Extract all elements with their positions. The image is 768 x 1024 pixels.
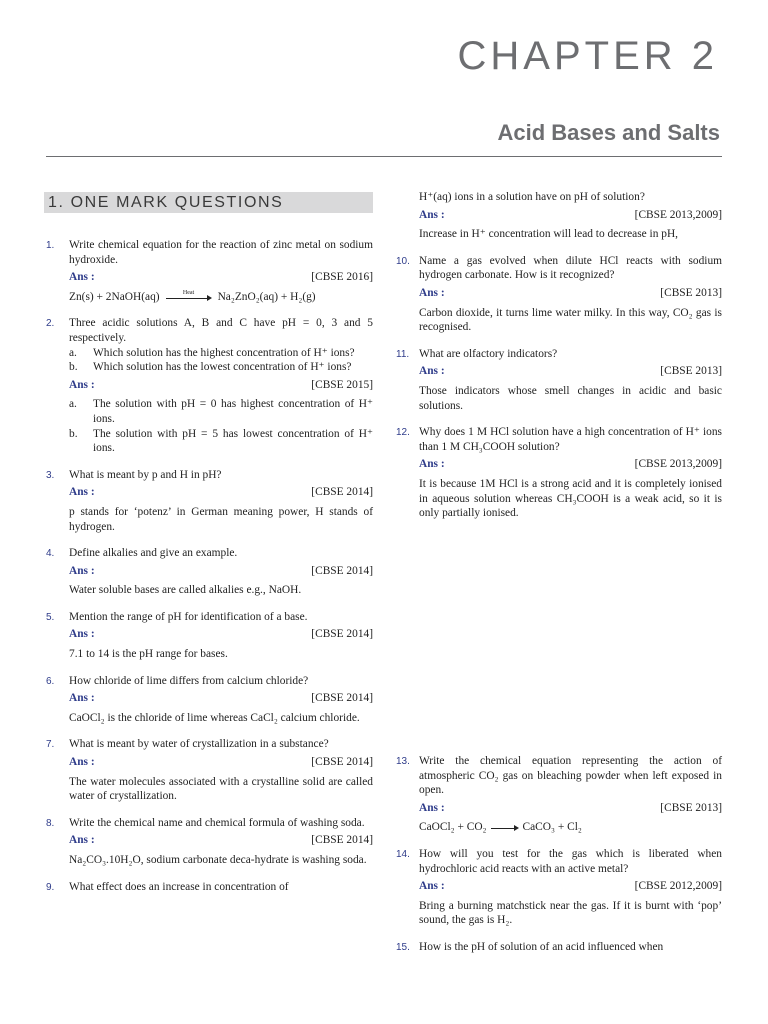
exam-reference: [CBSE 2016] bbox=[311, 271, 373, 284]
exam-reference: [CBSE 2014] bbox=[311, 564, 373, 577]
section-title: 1. ONE MARK QUESTIONS bbox=[48, 194, 284, 211]
exam-reference: [CBSE 2014] bbox=[311, 628, 373, 641]
answer-header bbox=[69, 485, 373, 500]
question-number: 11. bbox=[396, 348, 410, 360]
answer-label: Ans : bbox=[419, 365, 445, 378]
question-text: Name a gas evolved when dilute HCl reacts with sodium hydrogen carbonate. How is it recognized? bbox=[419, 254, 722, 282]
reaction-arrow-icon bbox=[166, 290, 212, 304]
answer-text: Bring a burning matchstick near the gas. If it is burnt with ‘pop’ sound, the gas is H₂. bbox=[419, 899, 722, 927]
chapter-subtitle: Acid Bases and Salts bbox=[497, 120, 720, 145]
question-10 bbox=[396, 254, 722, 335]
question-text: Write the chemical equation representing the action of atmospheric CO₂ gas on bleaching powder when left exposed in open. bbox=[419, 755, 722, 797]
chemical-equation bbox=[69, 290, 373, 305]
answer-header bbox=[69, 833, 373, 848]
sub-question-a bbox=[69, 346, 373, 361]
question-number: 15. bbox=[396, 941, 410, 953]
answer-text: p stands for ‘potenz’ in German meaning power, H stands of hydrogen. bbox=[69, 505, 373, 533]
exam-reference: [CBSE 2013,2009] bbox=[634, 458, 722, 471]
question-15 bbox=[396, 940, 722, 955]
answer-header bbox=[419, 208, 722, 223]
exam-reference: [CBSE 2013,2009] bbox=[634, 208, 722, 221]
question-3 bbox=[44, 468, 373, 534]
question-number: 7. bbox=[46, 739, 55, 751]
answer-text: Water soluble bases are called alkalies e.g., NaOH. bbox=[69, 584, 302, 597]
exam-reference: [CBSE 2015] bbox=[311, 378, 373, 391]
equation-reactants: Zn(s) + 2NaOH(aq) bbox=[69, 290, 160, 303]
question-text: Three acidic solutions A, B and C have pH = 0, 3 and 5 respectively. bbox=[69, 317, 373, 344]
question-number: 9. bbox=[46, 881, 55, 893]
right-column-top bbox=[396, 190, 722, 533]
question-5 bbox=[44, 610, 373, 662]
question-6 bbox=[44, 674, 373, 726]
answer-header bbox=[419, 457, 722, 472]
question-14 bbox=[396, 847, 722, 928]
equation-reactants: CaOCl₂ + CO₂ bbox=[419, 821, 487, 834]
question-9-continued bbox=[396, 190, 722, 242]
answer-header bbox=[419, 364, 722, 379]
answer-text: Those indicators whose smell changes in acidic and basic solutions. bbox=[419, 384, 722, 412]
exam-reference: [CBSE 2013] bbox=[660, 286, 722, 299]
answer-text: Na₂CO₃.10H₂O, sodium carbonate deca-hydrate is washing soda. bbox=[69, 854, 367, 866]
answer-label: Ans : bbox=[69, 564, 95, 577]
answer-header bbox=[419, 286, 722, 301]
question-number: 10. bbox=[396, 255, 410, 267]
right-column-bottom bbox=[396, 754, 722, 967]
question-text: Write the chemical name and chemical formula of washing soda. bbox=[69, 816, 365, 829]
sub-text: The solution with pH = 0 has highest concentration of H⁺ ions. bbox=[93, 398, 373, 425]
question-text: Why does 1 M HCl solution have a high concentration of H⁺ ions than 1 M CH₃COOH solution? bbox=[419, 426, 722, 453]
question-text: What are olfactory indicators? bbox=[419, 347, 558, 360]
question-text: Define alkalies and give an example. bbox=[69, 547, 238, 560]
answer-header bbox=[69, 755, 373, 770]
answer-header bbox=[69, 627, 373, 642]
question-8 bbox=[44, 816, 373, 868]
question-number: 6. bbox=[46, 675, 55, 687]
question-text: Write chemical equation for the reaction of zinc metal on sodium hydroxide. bbox=[69, 239, 373, 266]
answer-b bbox=[69, 427, 373, 456]
answer-label: Ans : bbox=[69, 628, 95, 641]
answer-label: Ans : bbox=[69, 378, 95, 391]
question-number: 5. bbox=[46, 611, 55, 623]
equation-products: CaCO₃ + Cl₂ bbox=[522, 821, 582, 834]
answer-text: 7.1 to 14 is the pH range for bases. bbox=[69, 648, 228, 661]
question-number: 8. bbox=[46, 817, 55, 829]
sub-text: Which solution has the lowest concentration of H⁺ ions? bbox=[93, 361, 352, 374]
sub-question-b bbox=[69, 360, 373, 375]
answer-label: Ans : bbox=[69, 692, 95, 705]
question-11 bbox=[396, 347, 722, 413]
sub-text: The solution with pH = 5 has lowest concentration of H⁺ ions. bbox=[93, 427, 373, 455]
exam-reference: [CBSE 2014] bbox=[311, 756, 373, 769]
question-text: How is the pH of solution of an acid influenced when bbox=[419, 940, 664, 953]
answer-label: Ans : bbox=[419, 880, 445, 893]
question-number: 3. bbox=[46, 469, 55, 481]
question-7 bbox=[44, 737, 373, 803]
answer-header bbox=[419, 801, 722, 816]
exam-reference: [CBSE 2013] bbox=[660, 801, 722, 814]
sub-marker: a. bbox=[69, 398, 77, 411]
question-number: 13. bbox=[396, 756, 410, 767]
exam-reference: [CBSE 2014] bbox=[311, 486, 373, 499]
question-number: 1. bbox=[46, 240, 55, 251]
question-number: 2. bbox=[46, 318, 55, 330]
question-13 bbox=[396, 754, 722, 835]
question-text: How chloride of lime differs from calcium chloride? bbox=[69, 674, 309, 687]
answer-text: The water molecules associated with a crystalline solid are called water of crystallization. bbox=[69, 775, 373, 803]
sub-marker: b. bbox=[69, 361, 78, 374]
question-9 bbox=[44, 880, 373, 895]
question-12 bbox=[396, 425, 722, 521]
answer-header bbox=[69, 691, 373, 706]
answer-label: Ans : bbox=[419, 801, 445, 814]
left-column bbox=[44, 238, 373, 906]
exam-reference: [CBSE 2014] bbox=[311, 834, 373, 847]
equation-products: Na₂ZnO₂(aq) + H₂(g) bbox=[217, 290, 316, 303]
question-text: H⁺(aq) ions in a solution have on pH of solution? bbox=[419, 191, 645, 203]
answer-text: CaOCl₂ is the chloride of lime whereas CaCl₂ calcium chloride. bbox=[69, 711, 360, 724]
question-1 bbox=[44, 238, 373, 304]
question-4 bbox=[44, 546, 373, 598]
exam-reference: [CBSE 2014] bbox=[311, 692, 373, 705]
answer-label: Ans : bbox=[419, 458, 445, 471]
question-text: Mention the range of pH for identification of a base. bbox=[69, 610, 308, 623]
answer-label: Ans : bbox=[69, 271, 95, 284]
answer-text: It is because 1M HCl is a strong acid and it is completely ionised in aqueous solution whereas CH₃COOH is a weak acid, so it is only partially ionised. bbox=[419, 477, 722, 520]
sub-marker: b. bbox=[69, 427, 78, 440]
answer-header bbox=[419, 879, 722, 894]
answer-header bbox=[69, 378, 373, 393]
answer-label: Ans : bbox=[69, 486, 95, 499]
sub-text: Which solution has the highest concentration of H⁺ ions? bbox=[93, 346, 355, 359]
answer-label: Ans : bbox=[419, 208, 445, 221]
header-rule bbox=[46, 156, 722, 157]
answer-text: Increase in H⁺ concentration will lead to decrease in pH, bbox=[419, 228, 679, 241]
question-number: 12. bbox=[396, 427, 410, 439]
chapter-title: CHAPTER 2 bbox=[457, 34, 718, 78]
sub-marker: a. bbox=[69, 346, 77, 359]
question-text: What effect does an increase in concentration of bbox=[69, 880, 289, 893]
arrow-condition: Heat bbox=[182, 290, 195, 297]
question-text: How will you test for the gas which is liberated when hydrochloric acid reacts with an active metal? bbox=[419, 847, 722, 875]
question-2 bbox=[44, 316, 373, 455]
exam-reference: [CBSE 2013] bbox=[660, 365, 722, 378]
answer-label: Ans : bbox=[419, 286, 445, 299]
chemical-equation bbox=[419, 820, 722, 835]
question-text: What is meant by water of crystallization in a substance? bbox=[69, 738, 329, 751]
question-text: What is meant by p and H in pH? bbox=[69, 468, 222, 481]
reaction-arrow-icon bbox=[491, 823, 519, 833]
answer-header bbox=[69, 270, 373, 285]
answer-header bbox=[69, 564, 373, 579]
answer-label: Ans : bbox=[69, 756, 95, 769]
question-number: 4. bbox=[46, 548, 55, 560]
answer-a bbox=[69, 397, 373, 426]
exam-reference: [CBSE 2012,2009] bbox=[634, 880, 722, 893]
answer-text: Carbon dioxide, it turns lime water milky. In this way, CO₂ gas is recognised. bbox=[419, 306, 722, 334]
section-banner bbox=[44, 192, 373, 213]
question-number: 14. bbox=[396, 848, 410, 860]
answer-label: Ans : bbox=[69, 834, 95, 847]
